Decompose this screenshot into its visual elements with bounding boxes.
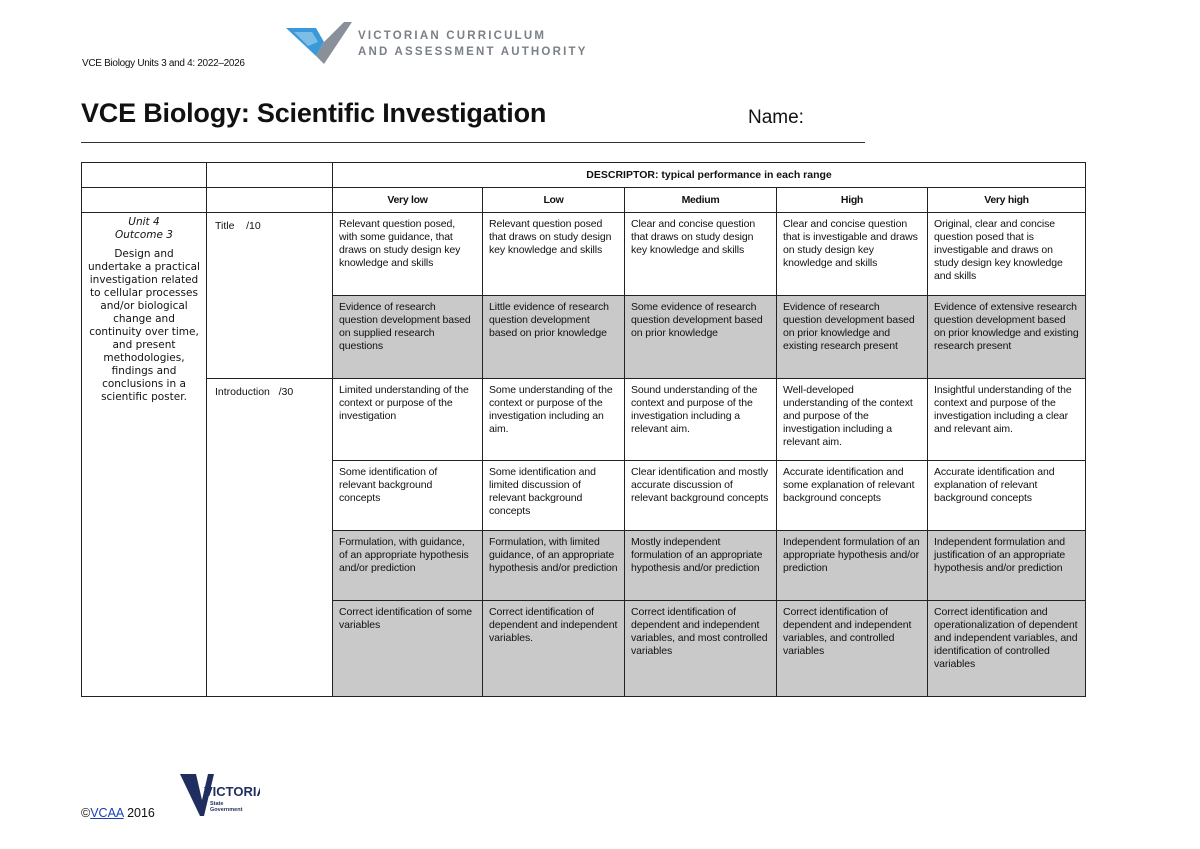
rubric-cell: Well-developed understanding of the context and purpose of the investigation including a relevant aim. xyxy=(777,379,928,461)
vcaa-logo xyxy=(286,22,588,66)
rubric-cell: Clear and concise question that draws on study design key knowledge and skills xyxy=(625,213,777,296)
rubric-cell: Some identification and limited discussion of relevant background concepts xyxy=(483,461,625,531)
outcome-cell xyxy=(82,213,207,697)
rubric-cell: Accurate identification and explanation of relevant background concepts xyxy=(928,461,1086,531)
victoria-government-logo xyxy=(180,772,260,823)
descriptor-header: DESCRIPTOR: typical performance in each range xyxy=(333,163,1086,188)
rubric-cell: Original, clear and concise question posed that is investigable and draws on study design key knowledge and skills xyxy=(928,213,1086,296)
rubric-cell: Evidence of research question development based on prior knowledge and existing research present xyxy=(777,296,928,379)
blank-header-cell xyxy=(82,163,207,188)
level-very-low: Very low xyxy=(333,188,483,213)
rubric-cell: Clear and concise question that is investigable and draws on study design key knowledge and skills xyxy=(777,213,928,296)
level-high: High xyxy=(777,188,928,213)
level-low: Low xyxy=(483,188,625,213)
rubric-cell: Independent formulation of an appropriate hypothesis and/or prediction xyxy=(777,531,928,601)
outcome-label: Outcome 3 xyxy=(115,229,173,241)
criterion-title: Title /10 xyxy=(207,213,333,379)
rubric-cell: Mostly independent formulation of an appropriate hypothesis and/or prediction xyxy=(625,531,777,601)
copyright-year: 2016 xyxy=(127,806,155,820)
rubric-cell: Correct identification of dependent and independent variables. xyxy=(483,601,625,697)
blank-header-cell xyxy=(207,188,333,213)
copyright-symbol: © xyxy=(81,806,91,820)
vcaa-link[interactable]: VCAA xyxy=(90,806,124,820)
title-rule xyxy=(81,142,865,143)
rubric-cell: Evidence of extensive research question development based on prior knowledge and existing research present xyxy=(928,296,1086,379)
rubric-cell: Relevant question posed, with some guidance, that draws on study design key knowledge and skills xyxy=(333,213,483,296)
rubric-cell: Some evidence of research question development based on prior knowledge xyxy=(625,296,777,379)
blank-header-cell xyxy=(82,188,207,213)
rubric-cell: Evidence of research question development based on supplied research questions xyxy=(333,296,483,379)
rubric-cell: Little evidence of research question development based on prior knowledge xyxy=(483,296,625,379)
level-very-high: Very high xyxy=(928,188,1086,213)
rubric-cell: Correct identification of dependent and independent variables, and controlled variables xyxy=(777,601,928,697)
rubric-cell: Correct identification of dependent and independent variables, and most controlled variables xyxy=(625,601,777,697)
course-line: VCE Biology Units 3 and 4: 2022–2026 xyxy=(82,58,245,69)
org-name-line2: AND ASSESSMENT AUTHORITY xyxy=(358,46,588,58)
table-row xyxy=(82,213,1086,296)
gov-logo-text: VICTORIA xyxy=(204,784,260,799)
rubric-cell: Insightful understanding of the context and purpose of the investigation including a clear and relevant aim. xyxy=(928,379,1086,461)
footer-copyright xyxy=(81,806,155,820)
rubric-cell: Correct identification of some variables xyxy=(333,601,483,697)
unit-label: Unit 4 xyxy=(128,216,160,228)
page-title: VCE Biology: Scientific Investigation xyxy=(81,98,547,128)
gov-logo-sub2: Government xyxy=(210,807,243,813)
rubric-cell: Independent formulation and justification of an appropriate hypothesis and/or prediction xyxy=(928,531,1086,601)
vcaa-chevron-icon xyxy=(286,22,354,66)
rubric-cell: Some identification of relevant background concepts xyxy=(333,461,483,531)
org-name-line1: VICTORIAN CURRICULUM xyxy=(358,30,547,42)
rubric-cell: Some understanding of the context or purpose of the investigation including an aim. xyxy=(483,379,625,461)
criterion-introduction: Introduction /30 xyxy=(207,379,333,697)
victoria-logo-icon xyxy=(180,772,260,818)
level-medium: Medium xyxy=(625,188,777,213)
rubric-cell: Correct identification and operationalization of dependent and independent variables, and identification of controlled variables xyxy=(928,601,1086,697)
table-row xyxy=(82,379,1086,461)
rubric-cell: Formulation, with guidance, of an appropriate hypothesis and/or prediction xyxy=(333,531,483,601)
outcome-description: Design and undertake a practical investigation related to cellular processes and/or biological change and continuity over time, and present methodologies, findings and conclusions in a scientific poster. xyxy=(88,248,200,403)
gov-logo-sub1: State xyxy=(210,801,224,807)
rubric-cell: Limited understanding of the context or purpose of the investigation xyxy=(333,379,483,461)
rubric-cell: Relevant question posed that draws on study design key knowledge and skills xyxy=(483,213,625,296)
blank-header-cell xyxy=(207,163,333,188)
rubric-cell: Sound understanding of the context and purpose of the investigation including a relevant aim. xyxy=(625,379,777,461)
rubric-cell: Clear identification and mostly accurate discussion of relevant background concepts xyxy=(625,461,777,531)
rubric-cell: Accurate identification and some explanation of relevant background concepts xyxy=(777,461,928,531)
name-label: Name: xyxy=(748,107,804,128)
rubric-cell: Formulation, with limited guidance, of an appropriate hypothesis and/or prediction xyxy=(483,531,625,601)
rubric-table xyxy=(81,162,1086,697)
